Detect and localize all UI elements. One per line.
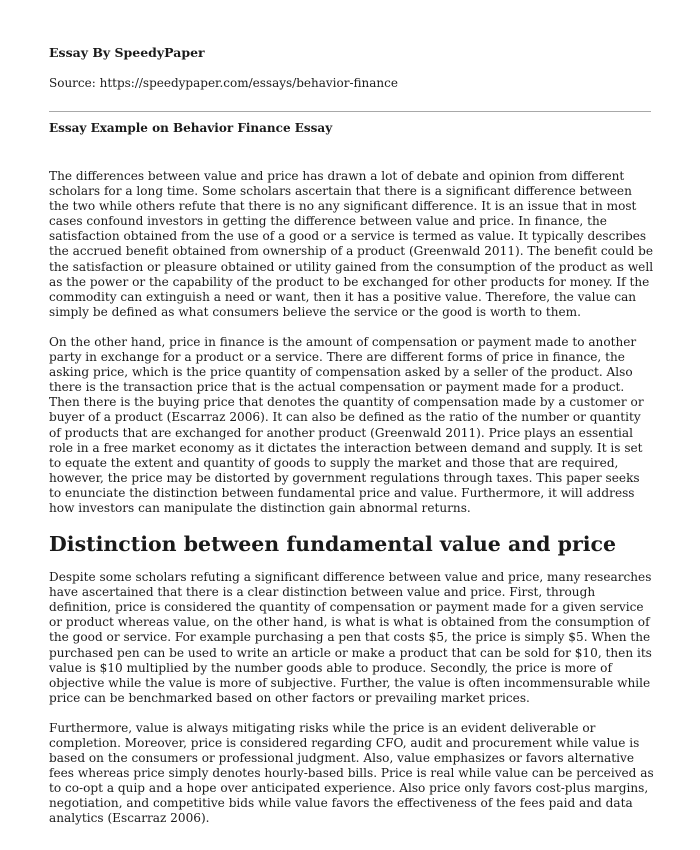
paragraph-3: Despite some scholars refuting a significant difference between value and price, many researches have ascertained that there is a clear distinction between value and price. First, through definition, price is considered the quantity of compensation or payment made for a given service or product whereas value, on the other hand, is what is what is obtained from the consumption of the good or service. For example purchasing a pen that costs $5, the price is simply $5. When the purchased pen can be used to write an article or make a product that can be sold for $10, then its value is $10 multiplied by the number goods able to produce. Secondly, the price is more of objective while the value is more of subjective. Further, the value is often incommensurable while price can be benchmarked based on other factors or prevailing market prices. bbox=[49, 570, 652, 705]
document-header bbox=[49, 45, 655, 91]
section-heading: Distinction between fundamental value and price bbox=[49, 532, 617, 557]
paragraph-1: The differences between value and price has drawn a lot of debate and opinion from different scholars for a long time. Some scholars ascertain that there is a significant difference between the two while others refute that there is no any significant difference. It is an issue that in most cases confound investors in getting the difference between value and price. In finance, the satisfaction obtained from the use of a good or a service is termed as value. It typically describes the accrued benefit obtained from ownership of a product (Greenwald 2011). The benefit could be the satisfaction or pleasure obtained or utility gained from the consumption of the product as well as the power or the capability of the product to be exchanged for other products for money. If the commodity can extinguish a need or want, then it has a positive value. Therefore, the value can simply be defined as what consumers believe the service or the good is worth to them. bbox=[49, 169, 654, 319]
brand-line: Essay By SpeedyPaper bbox=[49, 45, 205, 60]
paragraph-4: Furthermore, value is always mitigating risks while the price is an evident deliverable or completion. Moreover, price is considered regarding CFO, audit and procurement while value is based on the consumers or professional judgment. Also, value emphasizes or favors alternative fees whereas price simply denotes hourly-based bills. Price is real while value can be perceived as to co-opt a quip and a hope over anticipated experience. Also price only favors cost-plus margins, negotiation, and competitive bids while value favors the effectiveness of the fees paid and data analytics (Escarraz 2006). bbox=[49, 720, 654, 826]
essay-title: Essay Example on Behavior Finance Essay bbox=[49, 121, 333, 135]
paragraph-2: On the other hand, price in finance is the amount of compensation or payment made to another party in exchange for a product or a service. There are different forms of price in finance, the asking price, which is the price quantity of compensation asked by a seller of the product. Also there is the transaction price that is the actual compensation or payment made for a product. Then there is the buying price that denotes the quantity of compensation made by a customer or buyer of a product (Escarraz 2006). It can also be defined as the ratio of the number or quantity of products that are exchanged for another product (Greenwald 2011). Price plays an essential role in a free market economy as it dictates the interaction between demand and supply. It is set to equate the extent and quantity of goods to supply the market and those that are required, however, the price may be distorted by government regulations through taxes. This paper seeks to enunciate the distinction between fundamental price and value. Furthermore, it will address how investors can manipulate the distinction gain abnormal returns. bbox=[49, 334, 644, 515]
header-divider bbox=[49, 111, 651, 112]
essay-body bbox=[49, 169, 655, 842]
source-line: Source: https://speedypaper.com/essays/behavior-finance bbox=[49, 76, 398, 90]
